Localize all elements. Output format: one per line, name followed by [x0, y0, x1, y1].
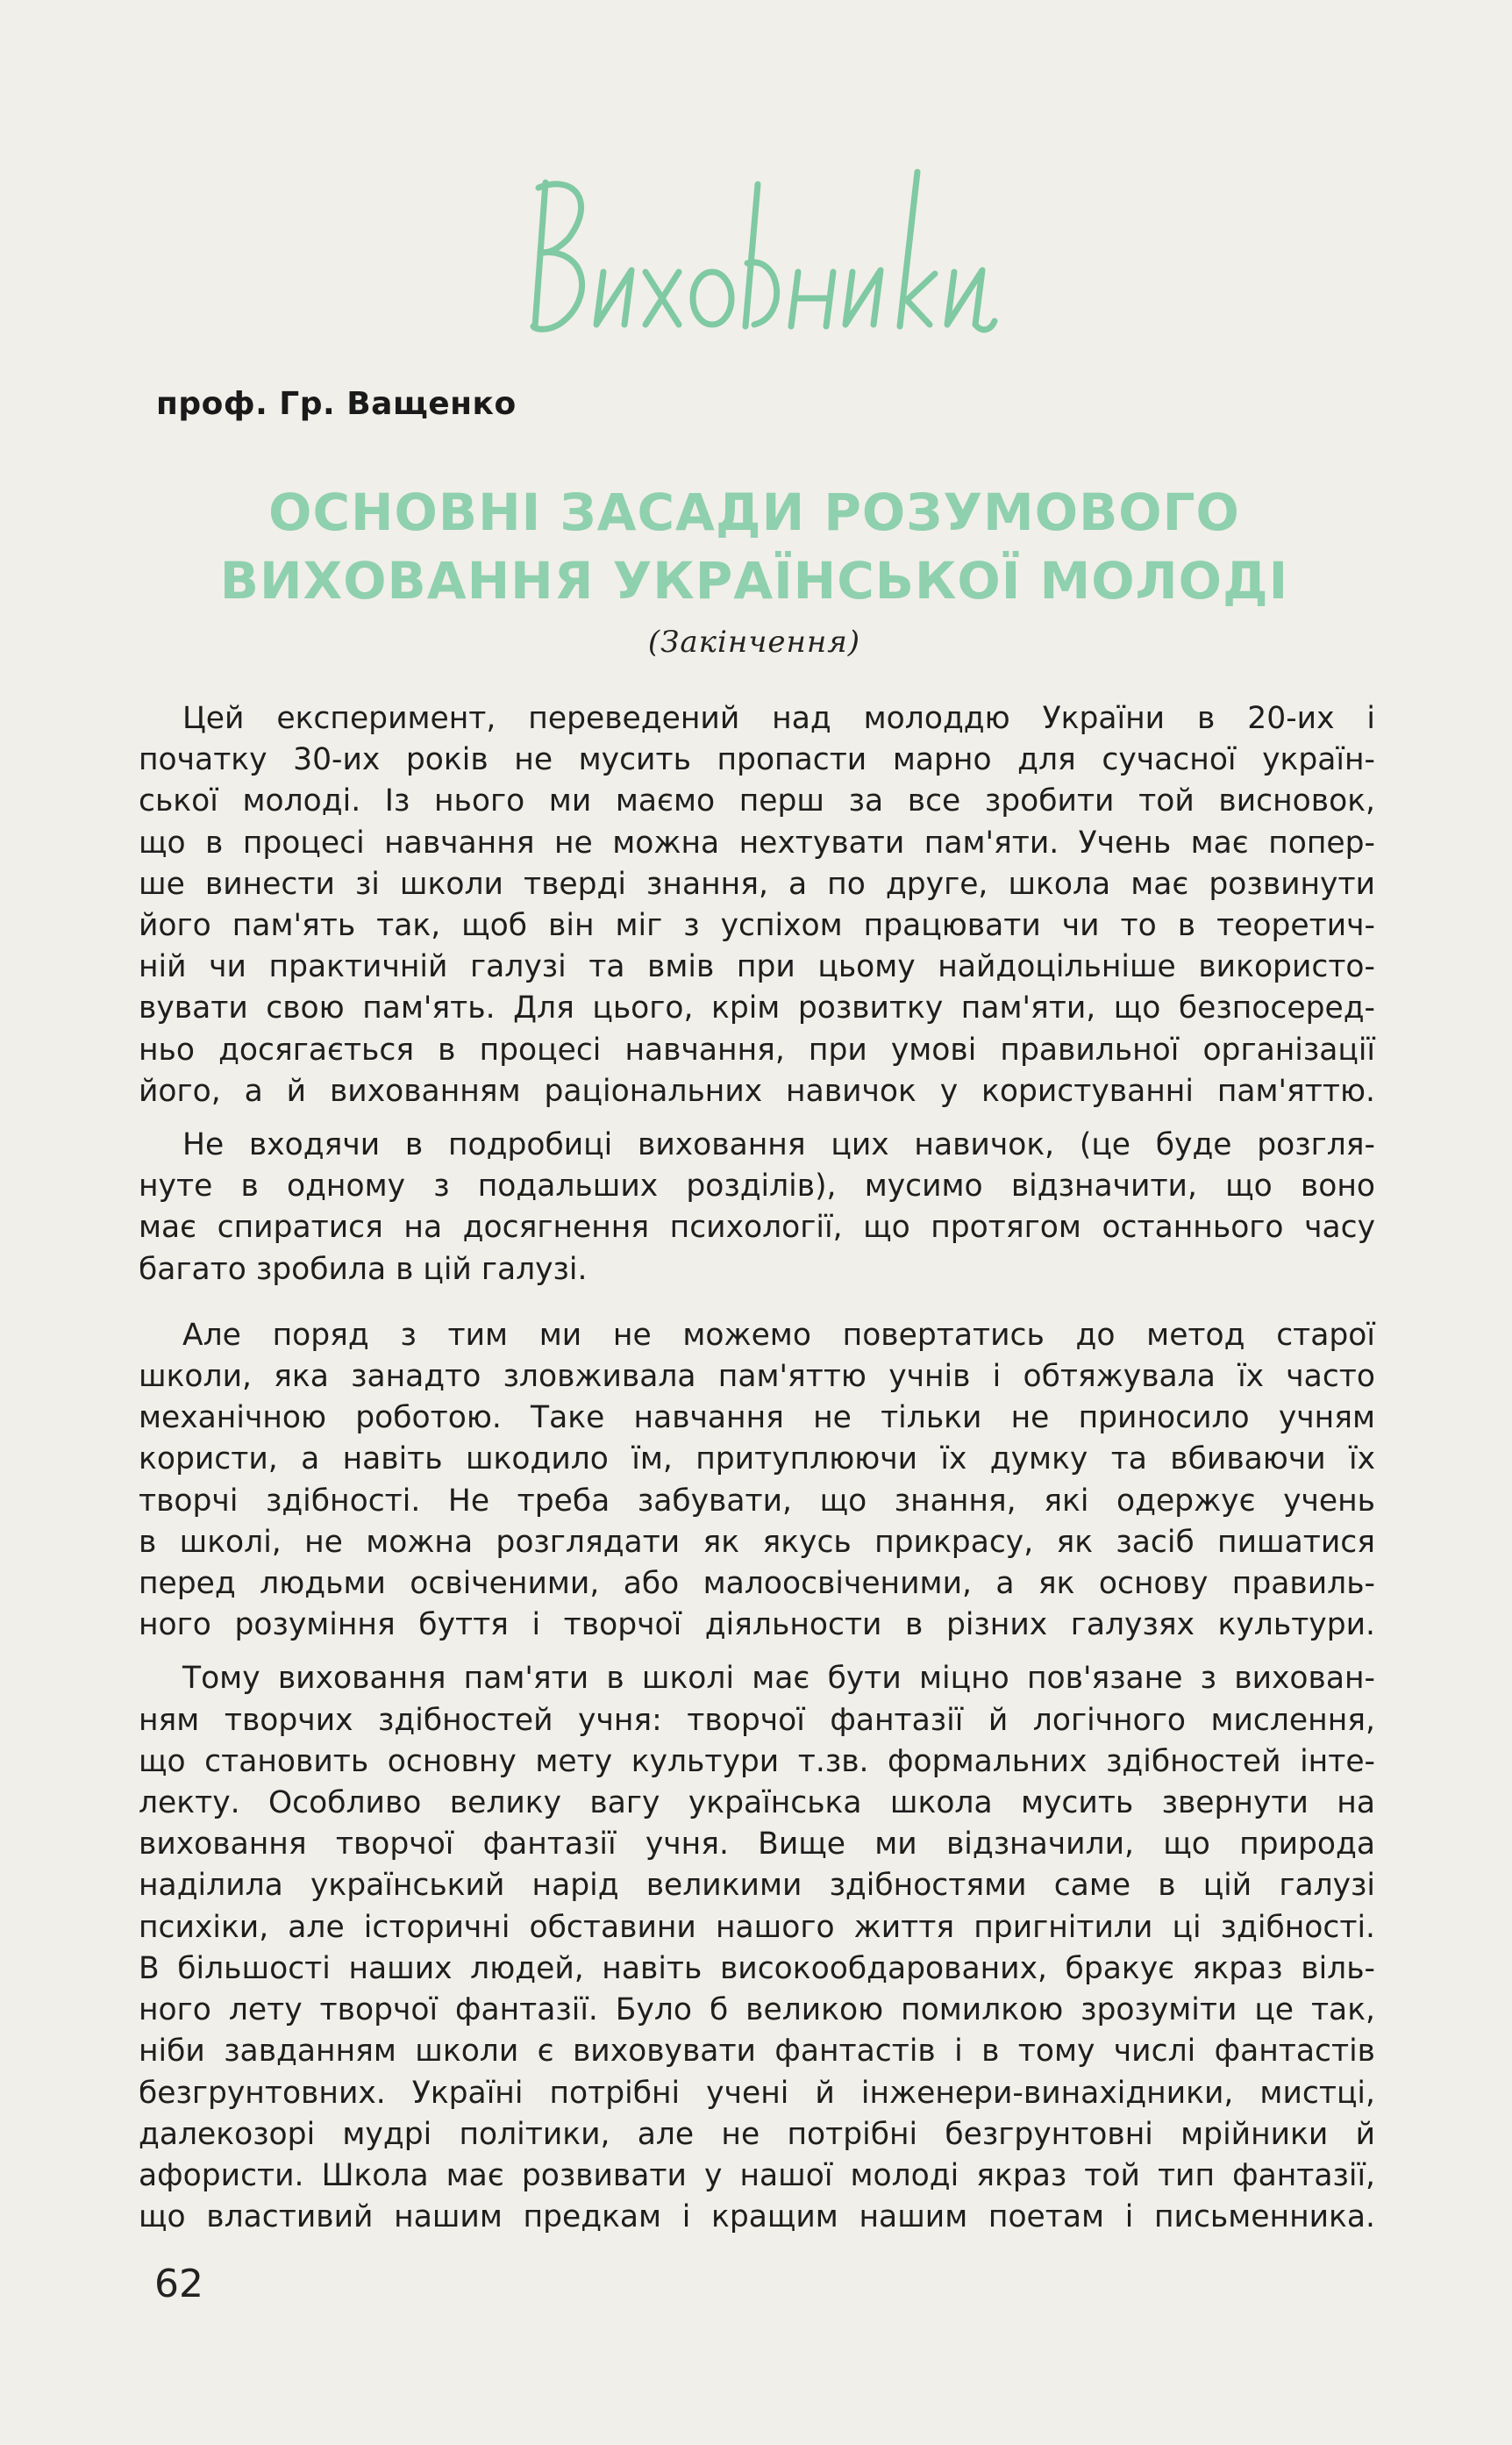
- article-subtitle: (Закінчення): [647, 625, 861, 660]
- text-line: ніби завданням школи є виховувати фантастів і в тому числі фантастів: [139, 2034, 1375, 2070]
- text-line: ньо досягається в процесі навчання, при умові правильної організації: [139, 1032, 1375, 1068]
- text-line: психіки, але історичні обставини нашого життя пригнітили ці здібності.: [139, 1909, 1375, 1945]
- text-line: безгрунтовних. Україні потрібні учені й інженери-винахідники, мистці,: [139, 2075, 1375, 2111]
- text-line: багато зробила в цій галузі.: [139, 1251, 588, 1287]
- text-line: що властивий нашим предкам і кращим нашим поетам і письменника.: [139, 2199, 1375, 2235]
- text-line: ній чи практичній галузі та вмів при цьому найдоцільніше використо-: [139, 949, 1375, 985]
- text-line: Але поряд з тим ми не можемо повертатись до метод старої: [182, 1317, 1375, 1353]
- text-line: далекозорі мудрі політики, але не потрібні безгрунтовні мрійники й: [139, 2116, 1375, 2152]
- page-number: 62: [154, 2262, 203, 2306]
- text-line: в школі, не можна розглядати як якусь прикрасу, як засіб пишатися: [139, 1524, 1375, 1560]
- text-line: творчі здібності. Не треба забувати, що знання, які одержує учень: [139, 1483, 1375, 1519]
- text-line: Тому виховання пам'яти в школі має бути міцно пов'язане з вихован-: [182, 1661, 1375, 1697]
- title-line: ОСНОВНІ ЗАСАДИ РОЗУМОВОГО: [268, 483, 1240, 542]
- title-line: ВИХОВАННЯ УКРАЇНСЬКОЇ МОЛОДІ: [219, 551, 1289, 611]
- text-line: наділила український нарід великими здібностями саме в цій галузі: [139, 1868, 1375, 1904]
- text-line: перед людьми освіченими, або малоосвіченими, а як основу правиль-: [139, 1566, 1375, 1602]
- article-body: [139, 698, 1375, 2238]
- text-line: Цей експеримент, переведений над молоддю України в 20-их і: [182, 701, 1375, 736]
- text-line: ше винести зі школи тверді знання, а по друге, школа має розвинути: [139, 866, 1375, 902]
- text-line: виховання творчої фантазії учня. Вище ми відзначили, що природа: [139, 1827, 1375, 1862]
- text-line: школи, яка занадто зловживала пам'яттю учнів і обтяжувала їх часто: [139, 1359, 1375, 1395]
- text-line: лекту. Особливо велику вагу українська школа мусить звернути на: [139, 1785, 1375, 1821]
- article-title: [175, 478, 1333, 615]
- text-line: ного розуміння буття і творчої діяльности в різних галузях культури.: [139, 1607, 1375, 1643]
- paragraph: [139, 1125, 1375, 1290]
- text-line: афористи. Школа має розвивати у нашої молоді якраз той тип фантазії,: [139, 2157, 1375, 2193]
- paragraph: [139, 698, 1375, 1112]
- text-line: ного лету творчої фантазії. Було б великою помилкою зрозуміти це так,: [139, 1992, 1375, 2028]
- text-line: його пам'ять так, щоб він міг з успіхом працювати чи то в теоретич-: [139, 908, 1375, 944]
- text-line: ням творчих здібностей учня: творчої фантазії й логічного мислення,: [139, 1702, 1375, 1738]
- text-line: механічною роботою. Таке навчання не тільки не приносило учням: [139, 1400, 1375, 1436]
- text-line: що становить основну мету культури т.зв. формальних здібностей інте-: [139, 1743, 1375, 1779]
- section-header-logo: [491, 167, 1017, 360]
- text-line: початку 30-их років не мусить пропасти марно для сучасної україн-: [139, 742, 1375, 778]
- text-line: нуте в одному з подальших розділів), мусимо відзначити, що воно: [139, 1169, 1375, 1205]
- text-line: ської молоді. Із нього ми маємо перш за все зробити той висновок,: [139, 783, 1375, 819]
- paragraph: [139, 1658, 1375, 2238]
- text-line: Не входячи в подробиці виховання цих навичок, (це буде розгля-: [182, 1127, 1375, 1163]
- text-line: його, а й вихованням раціональних навичок у користуванні пам'яттю.: [139, 1073, 1375, 1109]
- author-name: проф. Гр. Ващенко: [156, 386, 517, 422]
- section-header-script: [491, 167, 1017, 360]
- paragraph: [139, 1315, 1375, 1647]
- text-line: має спиратися на досягнення психології, що протягом останнього часу: [139, 1210, 1375, 1246]
- text-line: вувати свою пам'ять. Для цього, крім розвитку пам'яти, що безпосеред-: [139, 990, 1375, 1026]
- text-line: що в процесі навчання не можна нехтувати пам'яти. Учень має попер-: [139, 825, 1375, 861]
- text-line: користи, а навіть шкодило їм, притуплюючи їх думку та вбиваючи їх: [139, 1441, 1375, 1477]
- text-line: В більшості наших людей, навіть високообдарованих, бракує якраз віль-: [139, 1950, 1375, 1986]
